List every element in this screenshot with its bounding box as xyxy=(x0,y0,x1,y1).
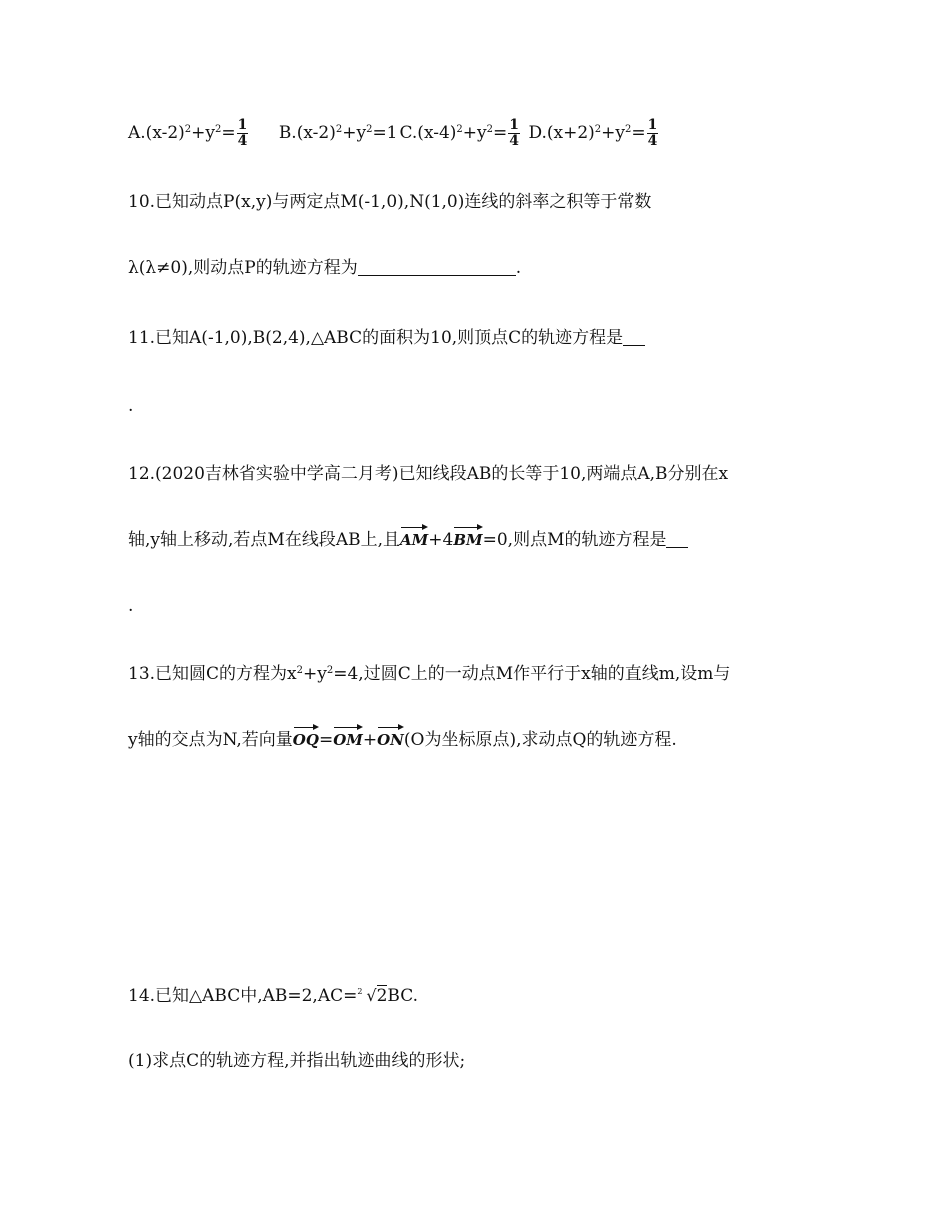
q12-line1: 12.(2020吉林省实验中学高二月考)已知线段AB的长等于10,两端点A,B分别在x xyxy=(128,464,729,484)
q13-line2: y轴的交点为N,若向量OQ=OM+ON(O为坐标原点),求动点Q的轨迹方程. xyxy=(128,726,677,752)
option-a: $A.(x-2)^2+y^2=$ $\frac{1}{4}$ xyxy=(128,117,248,149)
answer-blank[interactable] xyxy=(623,327,645,346)
vector-bm: BM xyxy=(453,526,482,552)
q9-options xyxy=(128,118,661,149)
vector-om: OM xyxy=(333,726,363,752)
vector-oq: OQ xyxy=(293,726,319,752)
nth-root: 2 √2 xyxy=(357,986,388,1006)
q10-line2: λ(λ≠0),则动点P的轨迹方程为 . xyxy=(128,258,522,278)
answer-blank[interactable] xyxy=(358,257,516,276)
fraction: $\frac{1}{4}$ xyxy=(237,117,248,149)
answer-blank[interactable] xyxy=(666,529,688,548)
vector-am: AM xyxy=(400,526,428,552)
q11-line1: 11.已知A(-1,0),B(2,4),△ABC的面积为10,则顶点C的轨迹方程是 xyxy=(128,326,645,350)
q10-line1: 10.已知动点P(x,y)与两定点M(-1,0),N(1,0)连线的斜率之积等于常数 xyxy=(128,192,652,212)
option-c: $C.(x-4)^2+y^2=$ $\frac{1}{4}$ xyxy=(399,117,520,149)
fraction: $\frac{1}{4}$ xyxy=(509,117,520,149)
q13-line1: 13.已知圆C的方程为$x^2+y^2=4$,过圆C上的一动点M作平行于x轴的直线m,设m与 xyxy=(128,664,731,684)
q12-line3: . xyxy=(128,596,134,616)
q11-line2: . xyxy=(128,396,134,416)
vector-on: ON xyxy=(377,726,404,752)
q14-line1: 14.已知△ABC中,AB=2,AC= 2 √2BC. xyxy=(128,986,419,1006)
q12-line2: 轴,y轴上移动,若点M在线段AB上,且AM+4BM=0,则点M的轨迹方程是 xyxy=(128,526,688,552)
q14-part1: (1)求点C的轨迹方程,并指出轨迹曲线的形状; xyxy=(128,1051,466,1071)
fraction: $\frac{1}{4}$ xyxy=(647,117,658,149)
option-b: $B.(x-2)^2+y^2=1$ xyxy=(278,123,398,143)
option-d: $D.(x+2)^2+y^2=$ $\frac{1}{4}$ xyxy=(528,117,658,149)
